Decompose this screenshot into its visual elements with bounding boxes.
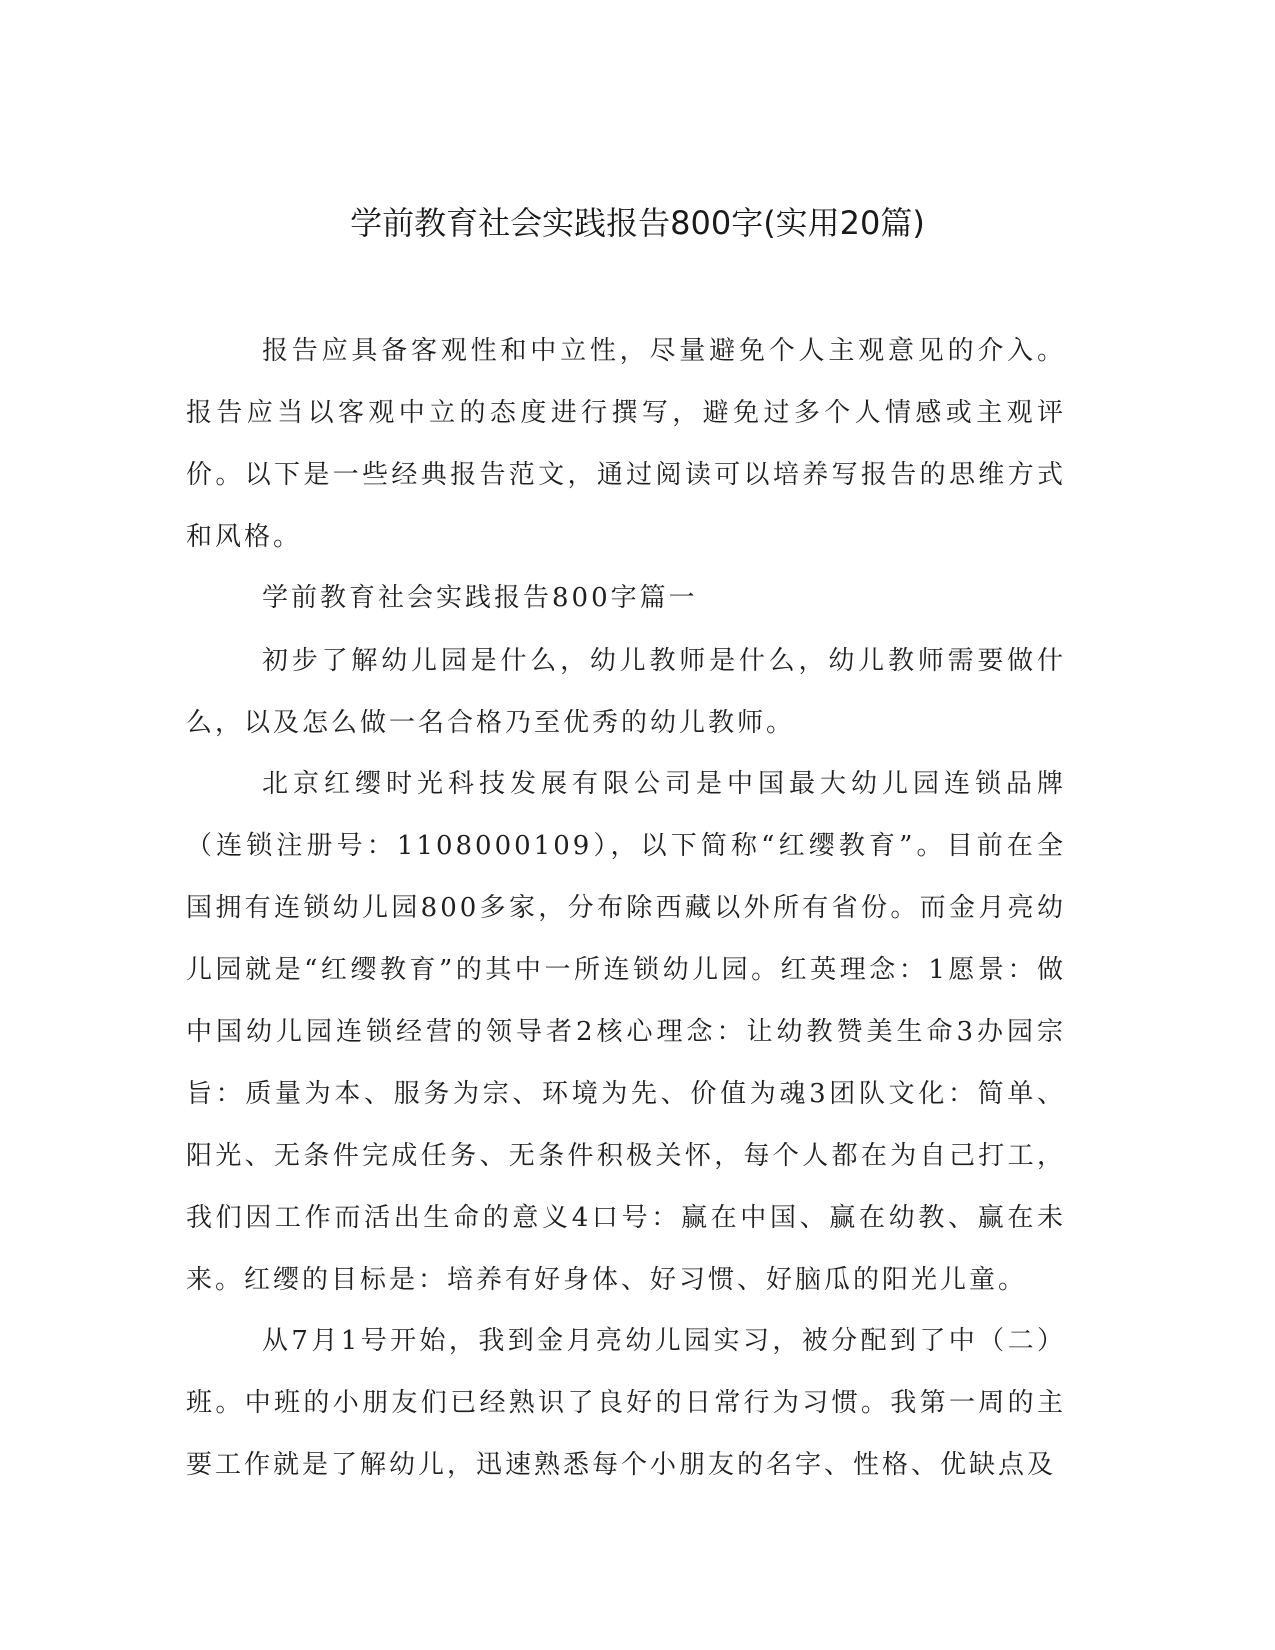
body-paragraph-3: 从7月1号开始，我到金月亮幼儿园实习，被分配到了中（二）班。中班的小朋友们已经熟识了良好的日常行为习惯。我第一周的主要工作就是了解幼儿，迅速熟悉每个小朋友的名字、性格、优缺点及 [186, 1326, 1066, 1480]
document-title: 学前教育社会实践报告800字(实用20篇) [350, 204, 925, 242]
body-paragraph-2: 北京红缨时光科技发展有限公司是中国最大幼儿园连锁品牌（连锁注册号：1108000109），以下简称“红缨教育”。目前在全国拥有连锁幼儿园800多家，分布除西藏以外所有省份。而金月亮幼儿园就是“红缨教育”的其中一所连锁幼儿园。红英理念：1愿景：做中国幼儿园连锁经营的领导者2核心理念：让幼教赞美生命3办园宗旨：质量为本、服务为宗、环境为先、价值为魂3团队文化：简单、阳光、无条件完成任务、无条件积极关怀，每个人都在为自己打工，我们因工作而活出生命的意义4口号：赢在中国、赢在幼教、赢在未来。红缨的目标是：培养有好身体、好习惯、好脑瓜的阳光儿童。 [186, 769, 1066, 1295]
intro-paragraph: 报告应具备客观性和中立性，尽量避免个人主观意见的介入。报告应当以客观中立的态度进行撰写，避免过多个人情感或主观评价。以下是一些经典报告范文，通过阅读可以培养写报告的思维方式和风格。 [186, 336, 1066, 552]
section-heading: 学前教育社会实践报告800字篇一 [262, 583, 698, 613]
body-paragraph-1: 初步了解幼儿园是什么，幼儿教师是什么，幼儿教师需要做什么，以及怎么做一名合格乃至优秀的幼儿教师。 [186, 646, 1066, 738]
